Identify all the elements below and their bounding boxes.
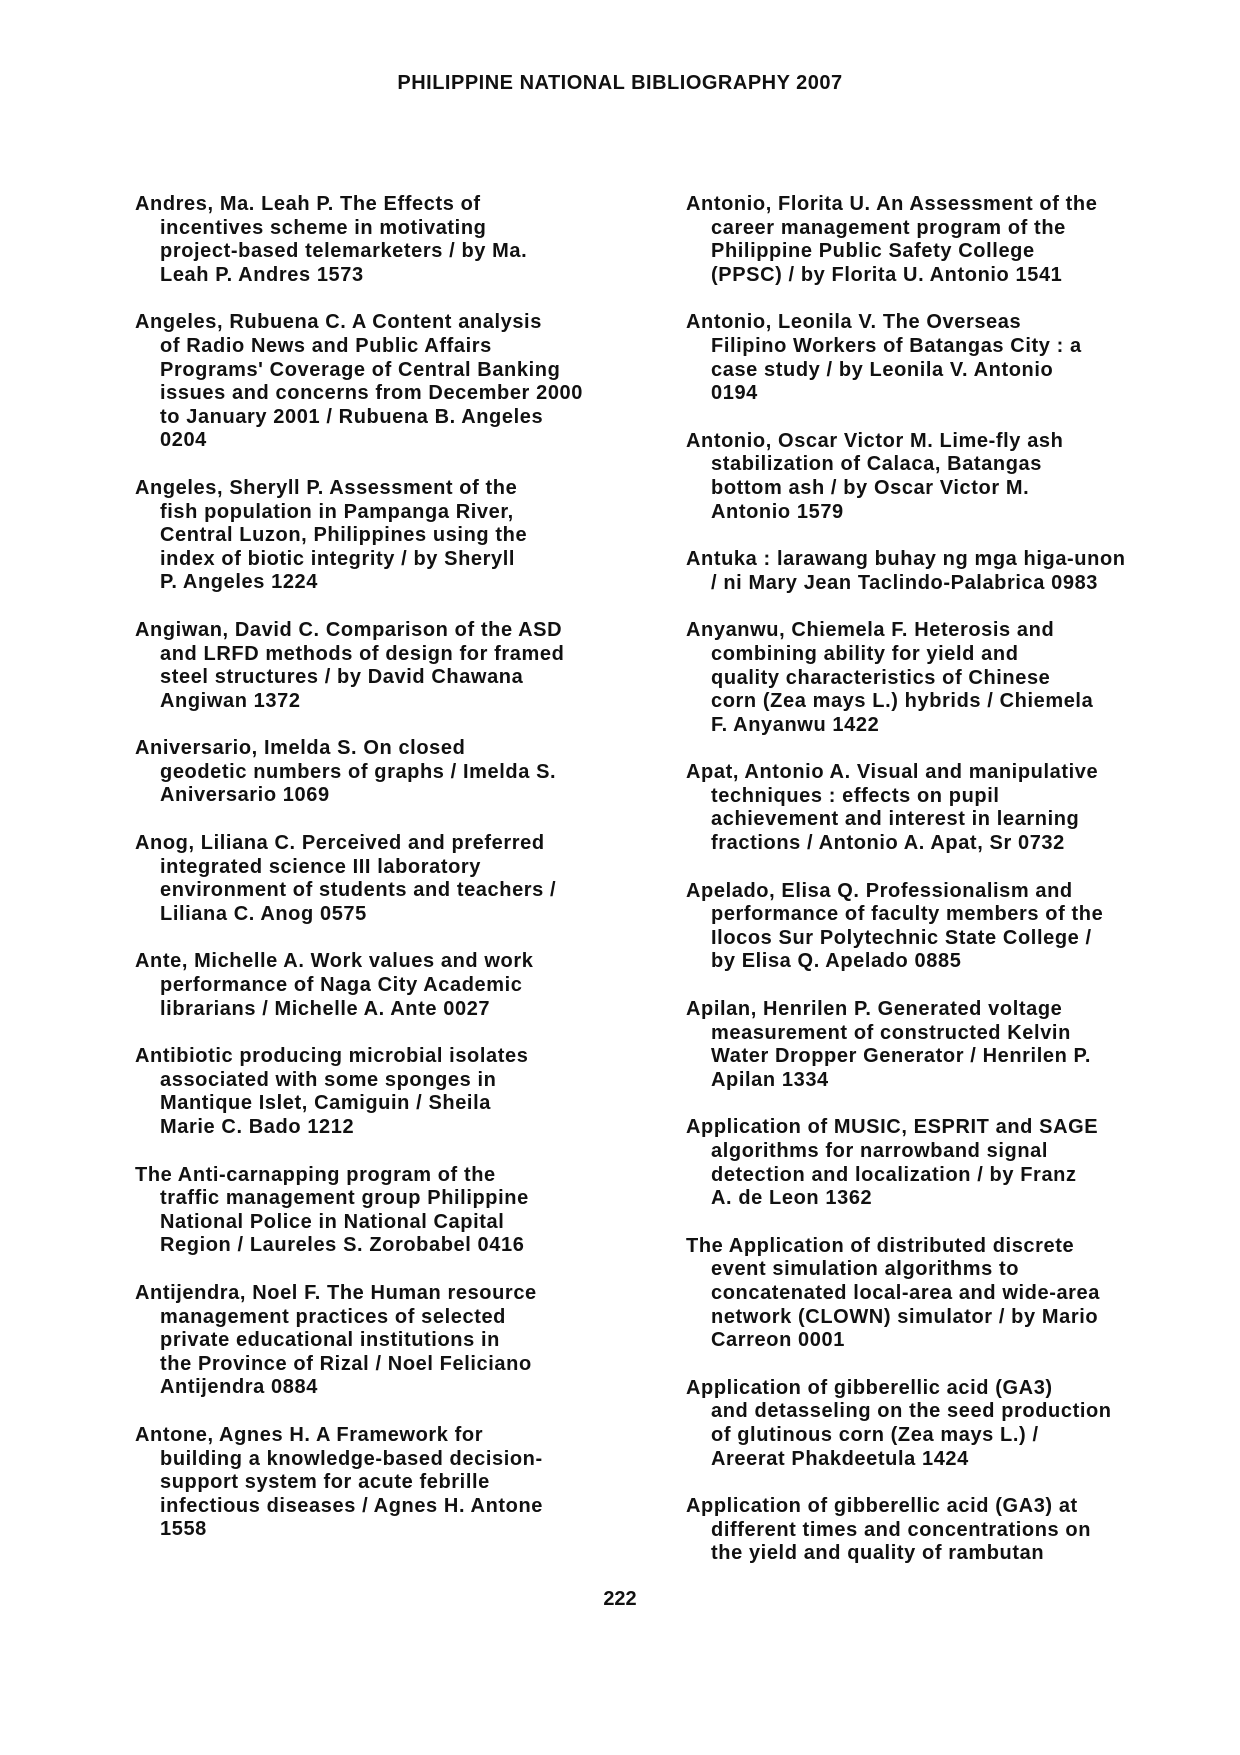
bibliography-entry: The Application of distributed discrete event simulation algorithms to concatenated local-area and wide-area network (CLOWN) simulator / by Mario Carreon 0001 [686, 1234, 1101, 1352]
bibliography-entry: Andres, Ma. Leah P. The Effects of incentives scheme in motivating project-based telemarketers / by Ma. Leah P. Andres 1573 [135, 193, 528, 286]
bibliography-entry: Angiwan, David C. Comparison of the ASD and LRFD methods of design for framed steel structures / by David Chawana Angiwan 1372 [135, 618, 565, 712]
bibliography-entry: The Anti-carnapping program of the traffic management group Philippine National Police in National Capital Region / Laureles S. Zorobabel 0416 [135, 1163, 529, 1257]
bibliography-entry: Antonio, Oscar Victor M. Lime-fly ash stabilization of Calaca, Batangas bottom ash / by Oscar Victor M. Antonio 1579 [686, 429, 1064, 523]
bibliography-entry: Antuka : larawang buhay ng mga higa-unon / ni Mary Jean Taclindo-Palabrica 0983 [686, 548, 1126, 594]
bibliography-entry: Antone, Agnes H. A Framework for building a knowledge-based decision- support system for acute febrille infectious diseases / Agnes H. Antone 1558 [135, 1423, 544, 1541]
bibliography-entry: Anyanwu, Chiemela F. Heterosis and combining ability for yield and quality characteristics of Chinese corn (Zea mays L.) hybrids / Chiemela F. Anyanwu 1422 [686, 619, 1094, 736]
bibliography-entry: Apelado, Elisa Q. Professionalism and performance of faculty members of the Ilocos Sur Polytechnic State College / by Elisa Q. Apelado 0885 [686, 879, 1104, 973]
bibliography-entry: Angeles, Sheryll P. Assessment of the fish population in Pampanga River, Central Luzon, Philippines using the index of biotic integrity / by Sheryll P. Angeles 1224 [135, 476, 528, 594]
bibliography-entry: Antibiotic producing microbial isolates associated with some sponges in Mantique Islet, Camiguin / Sheila Marie C. Bado 1212 [135, 1045, 529, 1138]
bibliography-entry: Apat, Antonio A. Visual and manipulative techniques : effects on pupil achievement and interest in learning fractions / Antonio A. Apat, Sr 0732 [686, 761, 1099, 855]
bibliography-entry: Application of MUSIC, ESPRIT and SAGE algorithms for narrowband signal detection and localization / by Franz A. de Leon 1362 [686, 1116, 1099, 1210]
bibliography-entry: Application of gibberellic acid (GA3) at different times and concentrations on the yield and quality of rambutan [686, 1495, 1092, 1565]
bibliography-entry: Apilan, Henrilen P. Generated voltage measurement of constructed Kelvin Water Dropper Generator / Henrilen P. Apilan 1334 [686, 998, 1092, 1091]
bibliography-entry: Application of gibberellic acid (GA3) and detasseling on the seed production of glutinous corn (Zea mays L.) / Areerat Phakdeetula 1424 [686, 1376, 1112, 1470]
page-number: 222 [603, 1588, 637, 1610]
bibliography-entry: Angeles, Rubuena C. A Content analysis of Radio News and Public Affairs Programs' Coverage of Central Banking issues and concerns from December 2000 to January 2001 / Rubuena B. Angeles 0204 [135, 311, 583, 452]
left-column [135, 193, 645, 1566]
right-column [686, 193, 1201, 1590]
bibliography-entry: Antijendra, Noel F. The Human resource management practices of selected private educational institutions in the Province of Rizal / Noel Feliciano Antijendra 0884 [135, 1281, 537, 1399]
bibliography-entry: Ante, Michelle A. Work values and work performance of Naga City Academic librarians / Michelle A. Ante 0027 [135, 950, 534, 1020]
bibliography-entry: Antonio, Leonila V. The Overseas Filipino Workers of Batangas City : a case study / by Leonila V. Antonio 0194 [686, 311, 1082, 405]
bibliography-entry: Anog, Liliana C. Perceived and preferred integrated science III laboratory environment of students and teachers / Liliana C. Anog 0575 [135, 832, 557, 925]
page-header: PHILIPPINE NATIONAL BIBLIOGRAPHY 2007 [397, 72, 843, 94]
bibliography-entry: Antonio, Florita U. An Assessment of the career management program of the Philippine Public Safety College (PPSC) / by Florita U. Antonio 1541 [686, 193, 1098, 286]
bibliography-entry: Aniversario, Imelda S. On closed geodetic numbers of graphs / Imelda S. Aniversario 1069 [135, 737, 557, 807]
